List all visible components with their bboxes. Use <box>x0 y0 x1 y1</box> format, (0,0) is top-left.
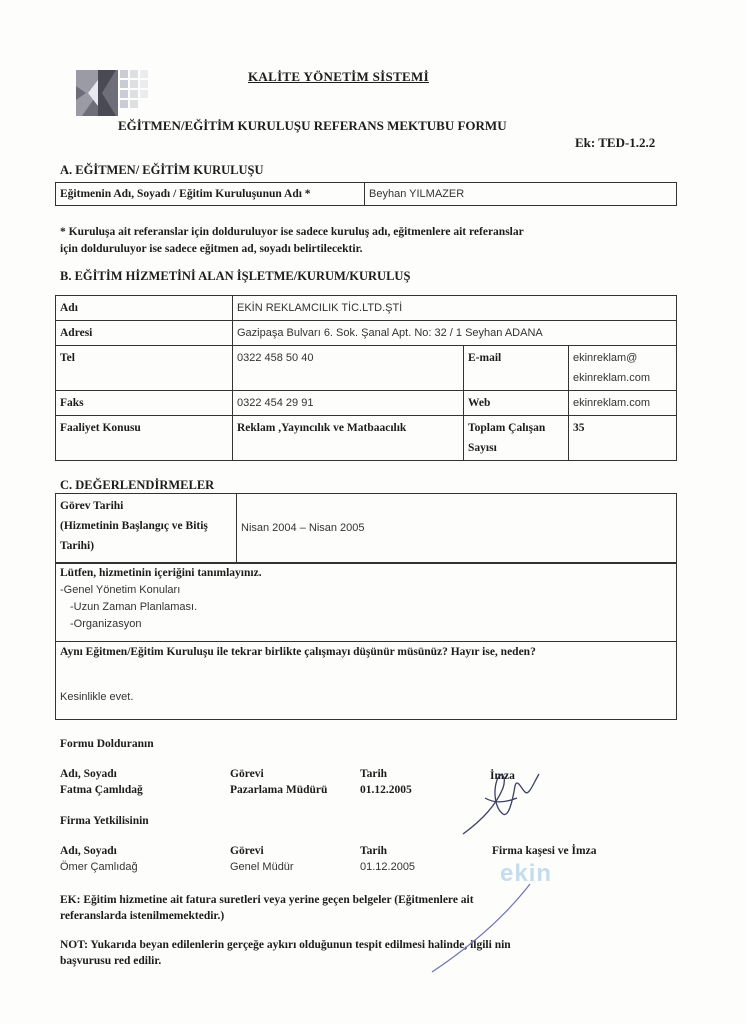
not-line-1: NOT: Yukarıda beyan edilenlerin gerçeğe aykırı olduğunun tespit edilmesi halinde, ilgili nin <box>60 939 511 951</box>
org-name-label: Adı <box>56 296 233 321</box>
staff-label-2: Sayısı <box>468 442 497 454</box>
org-address-label: Adresi <box>56 321 233 346</box>
service-date-label <box>56 494 237 563</box>
filler-date-label: Tarih <box>360 768 388 780</box>
trainer-label: Eğitmenin Adı, Soyadı / Eğitim Kuruluşunun Adı * <box>56 183 365 206</box>
org-fax-label: Faks <box>56 391 233 416</box>
official-role-value: Genel Müdür <box>230 861 294 873</box>
org-address-value[interactable]: Gazipaşa Bulvarı 6. Sok. Şanal Apt. No: 32 / 1 Seyhan ADANA <box>233 321 677 346</box>
company-logo <box>76 70 156 116</box>
org-tel-label: Tel <box>56 346 233 391</box>
rehire-question-box[interactable] <box>55 641 677 720</box>
ek-line-2: referanslarda istenilmemektedir.) <box>60 910 225 922</box>
service-date-table <box>55 493 677 563</box>
service-date-value[interactable]: Nisan 2004 – Nisan 2005 <box>237 494 677 563</box>
email-part-2: ekinreklam.com <box>573 372 651 384</box>
not-line-2: başvurusu red edilir. <box>60 955 162 967</box>
official-date-label: Tarih <box>360 845 388 857</box>
official-name-value: Ömer Çamlıdağ <box>60 861 138 873</box>
service-content-1: -Genel Yönetim Konuları <box>60 584 181 596</box>
filler-name-value: Fatma Çamlıdağ <box>60 784 143 796</box>
trainer-value[interactable]: Beyhan YILMAZER <box>365 183 677 206</box>
company-stamp: ekin <box>500 860 553 887</box>
filler-title: Formu Dolduranın <box>60 738 154 750</box>
service-date-label-1: Görev Tarihi <box>60 500 124 512</box>
official-stamp-label: Firma kaşesi ve İmza <box>492 845 597 857</box>
form-title: EĞİTMEN/EĞİTİM KURULUŞU REFERANS MEKTUBU FORMU <box>118 118 507 133</box>
filler-sign-label: İmza <box>490 770 515 782</box>
official-role-label: Görevi <box>230 845 264 857</box>
filler-name-label: Adı, Soyadı <box>60 768 117 780</box>
org-web-value[interactable]: ekinreklam.com <box>569 391 677 416</box>
service-date-label-2: (Hizmetinin Başlangıç ve Bitiş <box>60 520 208 532</box>
rehire-answer: Kesinlikle evet. <box>60 691 134 703</box>
organization-table <box>55 295 677 461</box>
org-staff-label <box>464 416 569 461</box>
system-title: KALİTE YÖNETİM SİSTEMİ <box>248 69 429 84</box>
staff-label-1: Toplam Çalışan <box>468 422 546 434</box>
section-b-title: B. EĞİTİM HİZMETİNİ ALAN İŞLETME/KURUM/KURULUŞ <box>60 269 411 283</box>
org-activity-value[interactable]: Reklam ,Yayıncılık ve Matbaacılık <box>233 416 464 461</box>
org-activity-label: Faaliyet Konusu <box>56 416 233 461</box>
section-a-title: A. EĞİTMEN/ EĞİTİM KURULUŞU <box>60 163 264 177</box>
org-email-label: E-mail <box>464 346 569 391</box>
rehire-question: Aynı Eğitmen/Eğitim Kuruluşu ile tekrar birlikte çalışmayı düşünür müsünüz? Hayır ise, neden? <box>60 646 536 658</box>
signature <box>455 758 550 838</box>
service-date-label-3: Tarihi) <box>60 540 95 552</box>
filler-role-label: Görevi <box>230 768 264 780</box>
filler-date-value: 01.12.2005 <box>360 784 412 796</box>
org-tel-value[interactable]: 0322 458 50 40 <box>233 346 464 391</box>
service-content-3: -Organizasyon <box>70 618 142 630</box>
org-name-value[interactable]: EKİN REKLAMCILIK TİC.LTD.ŞTİ <box>233 296 677 321</box>
org-fax-value[interactable]: 0322 454 29 91 <box>233 391 464 416</box>
service-content-2: -Uzun Zaman Planlaması. <box>70 601 198 613</box>
service-content-label: Lütfen, hizmetinin içeriğini tanımlayınız. <box>60 567 262 579</box>
official-name-label: Adı, Soyadı <box>60 845 117 857</box>
official-date-value: 01.12.2005 <box>360 861 416 873</box>
ek-line-1: EK: Eğitim hizmetine ait fatura suretleri veya yerine geçen belgeler (Eğitmenlere ait <box>60 894 474 906</box>
form-code: Ek: TED-1.2.2 <box>575 135 656 150</box>
email-part-1: ekinreklam@ <box>573 352 638 364</box>
section-a-note-1: * Kuruluşa ait referanslar için dolduruluyor ise sadece kuruluş adı, eğitmenlere ait referanslar <box>60 226 524 238</box>
org-web-label: Web <box>464 391 569 416</box>
org-staff-value[interactable]: 35 <box>569 416 677 461</box>
section-c-title: C. DEĞERLENDİRMELER <box>60 478 215 492</box>
service-content-box[interactable] <box>55 563 677 642</box>
official-title: Firma Yetkilisinin <box>60 815 149 827</box>
org-email-value[interactable] <box>569 346 677 391</box>
filler-role-value: Pazarlama Müdürü <box>230 784 328 796</box>
trainer-table <box>55 182 677 206</box>
signature-stroke <box>420 880 540 975</box>
section-a-note-2: için dolduruluyor ise sadece eğitmen ad, soyadı belirtilecektir. <box>60 243 363 255</box>
